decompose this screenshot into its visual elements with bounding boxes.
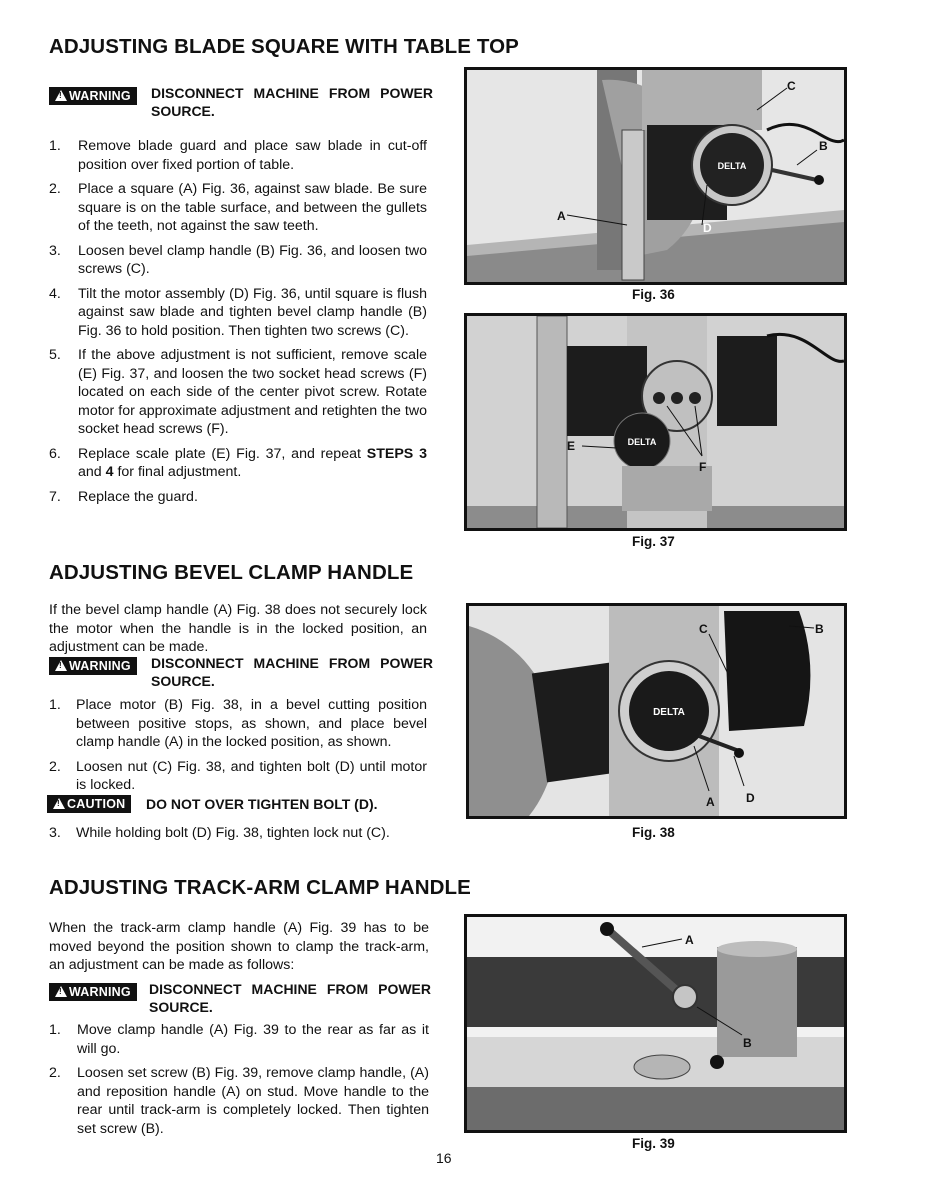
motor-scale-illustration — [467, 316, 844, 528]
figure-39-photo — [464, 914, 847, 1133]
delta-logo: DELTA — [717, 161, 747, 171]
step-bold-ref: STEPS 3 — [366, 445, 427, 462]
step-number: 2. — [49, 758, 61, 775]
callout-a: A — [706, 795, 715, 809]
step-number: 3. — [49, 242, 61, 259]
step-text: Move clamp handle (A) Fig. 39 to the rear as far as it will go. — [77, 1022, 429, 1057]
step-text: Place motor (B) Fig. 38, in a bevel cutting position between positive stops, as shown, and place bevel clamp handle (A) in the locked position, as shown. — [76, 697, 427, 750]
warning-badge-label: WARNING — [69, 89, 131, 103]
list-item — [49, 1021, 429, 1058]
bevel-steps — [49, 696, 427, 801]
step-number: 2. — [49, 181, 61, 197]
track-arm-illustration — [467, 917, 844, 1130]
step-text: Loosen bevel clamp handle (B) Fig. 36, and loosen two screws (C). — [78, 242, 427, 277]
bevel-intro: If the bevel clamp handle (A) Fig. 38 does not securely lock the motor when the handle is in the locked position, an adjustment can be made. — [49, 602, 427, 655]
section-title-bevel-clamp: ADJUSTING BEVEL CLAMP HANDLE — [49, 561, 414, 584]
track-arm-steps — [49, 1021, 429, 1144]
caution-badge-label: CAUTION — [67, 797, 126, 811]
warning-badge-label: WARNING — [69, 985, 131, 999]
callout-d: D — [746, 791, 755, 805]
callout-b: B — [819, 139, 828, 153]
list-item — [49, 758, 427, 795]
callout-f: F — [699, 460, 707, 474]
step-number: 4. — [49, 285, 61, 302]
section-title-track-arm: ADJUSTING TRACK-ARM CLAMP HANDLE — [49, 876, 471, 899]
figure-38-caption: Fig. 38 — [632, 825, 675, 840]
step-number: 5. — [49, 347, 61, 363]
bevel-step-3 — [49, 824, 427, 849]
warning-badge — [49, 657, 137, 675]
warning-triangle-icon — [55, 90, 67, 101]
list-item — [49, 346, 427, 439]
list-item — [49, 824, 427, 843]
figure-36-photo — [464, 67, 847, 285]
step-text: Loosen set screw (B) Fig. 39, remove clamp handle, (A) and reposition handle (A) on stud. Move handle to the rear until track-arm is completely locked. Then tighten set screw (B). — [77, 1065, 429, 1137]
bevel-clamp-illustration — [469, 606, 844, 816]
step-number: 2. — [49, 1065, 61, 1081]
delta-logo: DELTA — [653, 707, 685, 718]
step-number: 1. — [49, 138, 61, 154]
list-item — [49, 285, 427, 341]
warning-text: DISCONNECT MACHINE FROM POWER SOURCE. — [151, 655, 433, 689]
figure-38-photo — [466, 603, 847, 819]
callout-d: D — [703, 221, 712, 235]
step-text: Replace the guard. — [78, 488, 198, 505]
warning-text: DISCONNECT MACHINE FROM POWER SOURCE. — [149, 981, 431, 1015]
track-arm-intro: When the track-arm clamp handle (A) Fig. 39 has to be moved beyond the position shown to clamp the track-arm, an adjustment can be made as follows: — [49, 920, 429, 973]
callout-a: A — [557, 209, 566, 223]
saw-motor-illustration — [467, 70, 844, 282]
list-item — [49, 1064, 429, 1138]
caution-text: DO NOT OVER TIGHTEN BOLT (D). — [146, 796, 378, 812]
step-text: Tilt the motor assembly (D) Fig. 36, until square is flush against saw blade and tighten bevel clamp handle (B) Fig. 36 to hold position. Then tighten two screws (C). — [78, 285, 427, 339]
callout-e: E — [567, 439, 576, 453]
figure-39-caption: Fig. 39 — [632, 1136, 675, 1151]
caution-triangle-icon — [53, 798, 65, 809]
list-item — [49, 242, 427, 279]
step-number: 6. — [49, 445, 61, 462]
warning-badge-label: WARNING — [69, 659, 131, 673]
step-number: 1. — [49, 697, 61, 713]
delta-logo: DELTA — [627, 437, 657, 447]
step-number: 7. — [49, 488, 61, 505]
caution-badge — [47, 795, 131, 813]
figure-37-photo — [464, 313, 847, 531]
list-item — [49, 696, 427, 752]
warning-triangle-icon — [55, 660, 67, 671]
list-item — [49, 137, 427, 174]
step-text: Replace scale plate (E) Fig. 37, and repeat — [78, 445, 367, 462]
warning-triangle-icon — [55, 986, 67, 997]
step-text: for final adjustment. — [113, 464, 242, 480]
step-text: Loosen nut (C) Fig. 38, and tighten bolt (D) until motor is locked. — [76, 758, 427, 793]
section-title-blade-square: ADJUSTING BLADE SQUARE WITH TABLE TOP — [49, 35, 519, 58]
callout-b: B — [815, 622, 824, 636]
step-text: Place a square (A) Fig. 36, against saw blade. Be sure square is on the table surface, and between the gullets of the teeth, not against the saw teeth. — [78, 181, 427, 234]
step-text: Remove blade guard and place saw blade in cut-off position over fixed portion of table. — [78, 138, 427, 173]
step-number: 1. — [49, 1022, 61, 1038]
warning-badge — [49, 983, 137, 1001]
figure-37-caption: Fig. 37 — [632, 534, 675, 549]
page-number: 16 — [436, 1150, 452, 1166]
figure-36-caption: Fig. 36 — [632, 287, 675, 302]
step-text: and — [78, 464, 106, 480]
warning-text: DISCONNECT MACHINE FROM POWER SOURCE. — [151, 85, 433, 119]
list-item — [49, 488, 427, 507]
step-bold-ref: 4 — [105, 464, 114, 480]
callout-c: C — [787, 79, 796, 93]
list-item — [49, 445, 427, 482]
callout-c: C — [699, 622, 708, 636]
step-number: 3. — [49, 825, 61, 841]
warning-badge — [49, 87, 137, 105]
step-text: While holding bolt (D) Fig. 38, tighten lock nut (C). — [76, 825, 390, 841]
step-text: If the above adjustment is not sufficient, remove scale (E) Fig. 37, and loosen the two socket head screws (F) located on each side of the center pivot screw. Rotate motor for approximate adjustment and retighten the two socket head screws (F). — [78, 347, 427, 437]
list-item — [49, 180, 427, 236]
callout-b: B — [743, 1036, 752, 1050]
callout-a: A — [685, 933, 694, 947]
blade-square-steps — [49, 137, 427, 512]
